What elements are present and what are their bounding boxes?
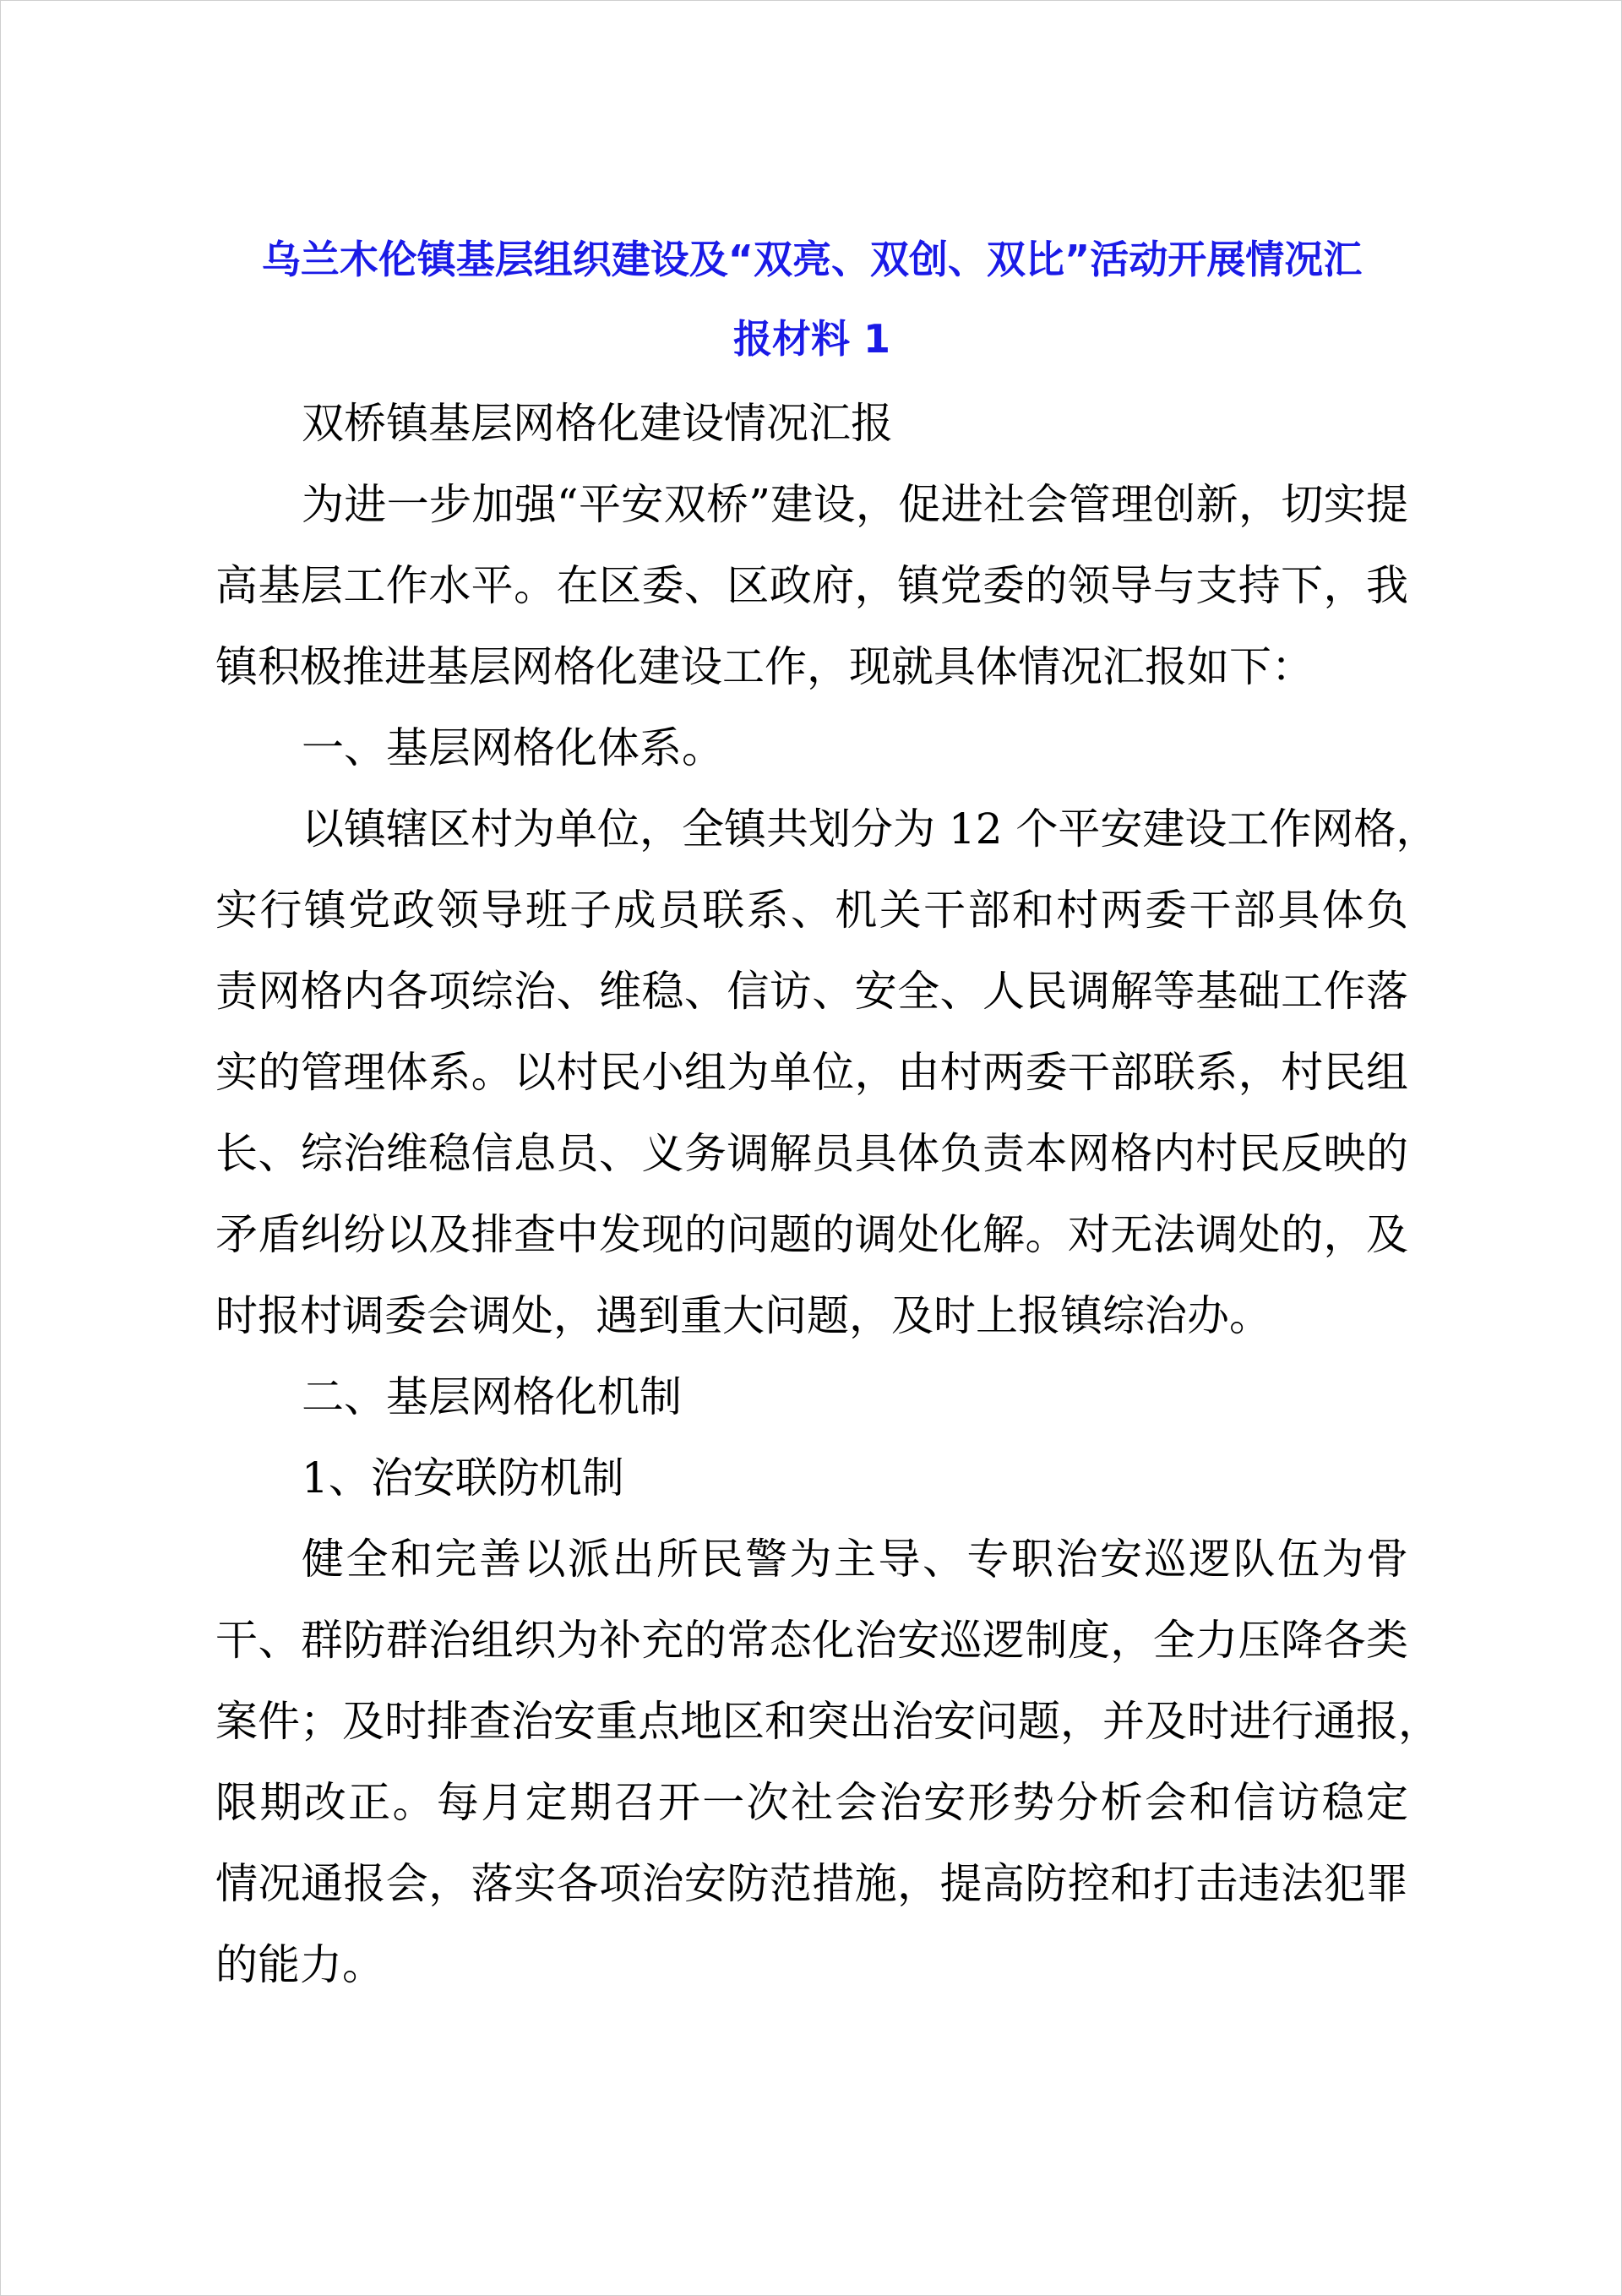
section2-sub1-heading: 1、治安联防机制 [302,1453,624,1502]
section1-line-3: 责网格内各项综治、维稳、信访、安全、人民调解等基础工作落 [215,967,1408,1016]
section1-line-7: 时报村调委会调处，遇到重大问题，及时上报镇综治办。 [215,1291,1271,1340]
section2-sub1-line-6: 的能力。 [215,1940,384,1989]
section2-heading: 二、基层网格化机制 [302,1372,682,1421]
intro-line-2: 高基层工作水平。在区委、区政府，镇党委的领导与支持下，我 [215,561,1408,610]
section1-heading: 一、基层网格化体系。 [302,723,724,772]
section1-line-5: 长、综治维稳信息员、义务调解员具体负责本网格内村民反映的 [215,1129,1408,1178]
section1-line-6: 矛盾纠纷以及排查中发现的问题的调处化解。对无法调处的，及 [215,1210,1408,1259]
section1-line-2: 实行镇党政领导班子成员联系、机关干部和村两委干部具体负 [215,886,1408,935]
intro-line-3: 镇积极推进基层网格化建设工作，现就具体情况汇报如下： [215,642,1314,691]
section2-sub1-line-1: 健全和完善以派出所民警为主导、专职治安巡逻队伍为骨 [302,1535,1408,1584]
document-subtitle: 双桥镇基层网格化建设情况汇报 [302,399,893,448]
section1-line-1: 以镇辖区村为单位，全镇共划分为 12 个平安建设工作网格， [302,804,1439,854]
document-title-line-2: 报材料 1 [732,316,891,362]
section1-line-4: 实的管理体系。以村民小组为单位，由村两委干部联系，村民组 [215,1048,1408,1097]
document-title-line-1: 乌兰木伦镇基层组织建设及“双亮、双创、双比”活动开展情况汇 [261,237,1363,282]
section2-sub1-line-2: 干、群防群治组织为补充的常态化治安巡逻制度，全力压降各类 [215,1616,1408,1665]
section2-sub1-line-5: 情况通报会，落实各项治安防范措施，提高防控和打击违法犯罪 [215,1859,1408,1908]
intro-line-1: 为进一步加强“平安双桥”建设，促进社会管理创新，切实提 [302,480,1408,529]
section2-sub1-line-4: 限期改正。每月定期召开一次社会治安形势分析会和信访稳定 [215,1778,1408,1827]
section2-sub1-line-3: 案件；及时排查治安重点地区和突出治安问题，并及时进行通报， [215,1697,1440,1746]
